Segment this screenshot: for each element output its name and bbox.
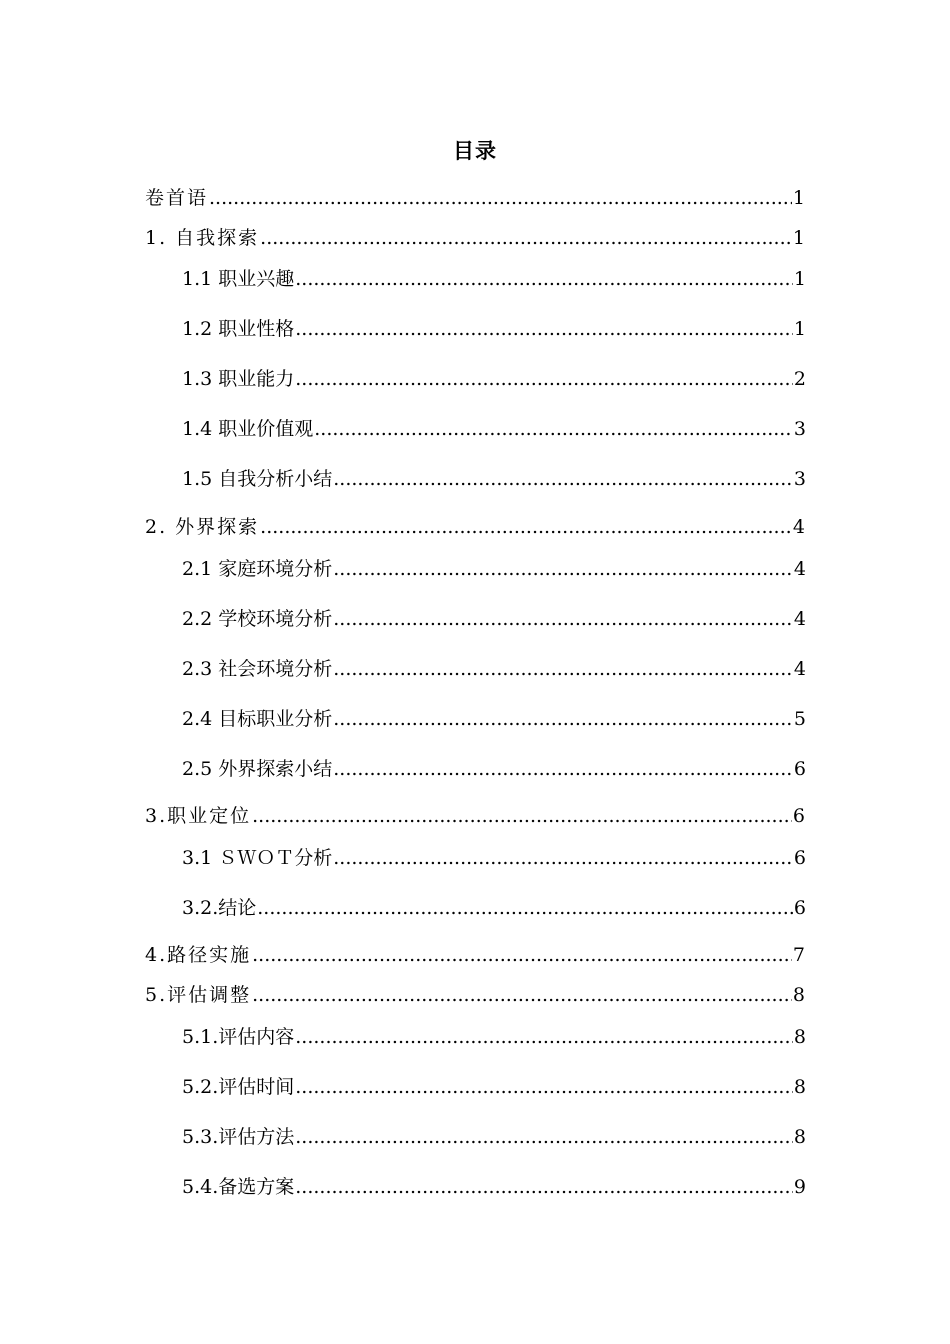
toc-entry-page: 6	[793, 758, 806, 780]
toc-entry-label: 4.路径实施	[145, 944, 252, 966]
dot-leader	[333, 706, 793, 732]
toc-entry-label: 2.5 外界探索小结	[182, 758, 333, 780]
dot-leader	[257, 895, 793, 921]
dot-leader	[295, 366, 793, 392]
dot-leader	[252, 982, 792, 1008]
toc-entry-label: 1.5 自我分析小结	[182, 468, 333, 490]
toc-entry[interactable]	[182, 266, 806, 292]
toc-entry[interactable]	[182, 316, 806, 342]
dot-leader	[260, 514, 792, 540]
dot-leader	[295, 316, 793, 342]
toc-entry[interactable]	[145, 185, 805, 211]
dot-leader	[333, 556, 793, 582]
toc-entry-label: 1.2 职业性格	[182, 318, 295, 340]
toc-entry-page: 1	[792, 187, 805, 209]
dot-leader	[333, 606, 793, 632]
toc-entry[interactable]	[182, 606, 806, 632]
toc-entry[interactable]	[182, 895, 806, 921]
toc-entry-page: 1	[792, 227, 805, 249]
toc-entry-label: 5.4.备选方案	[182, 1176, 295, 1198]
toc-entry-label: 5.1.评估内容	[182, 1026, 295, 1048]
toc-entry-page: 1	[793, 318, 806, 340]
toc-entry-page: 1	[793, 268, 806, 290]
toc-entry[interactable]	[182, 416, 806, 442]
dot-leader	[295, 266, 793, 292]
dot-leader	[295, 1174, 793, 1200]
dot-leader	[333, 466, 793, 492]
toc-entry-page: 6	[792, 805, 805, 827]
toc-entry[interactable]	[182, 1024, 806, 1050]
toc-entry-label: 1. 自我探索	[145, 227, 260, 249]
toc-entry[interactable]	[182, 706, 806, 732]
toc-entry-label: 2.2 学校环境分析	[182, 608, 333, 630]
dot-leader	[295, 1124, 793, 1150]
toc-entry-label: 1.1 职业兴趣	[182, 268, 295, 290]
toc-entry-label: 3.2.结论	[182, 897, 257, 919]
toc-entry-page: 9	[793, 1176, 806, 1198]
toc-entry-label: 5.2.评估时间	[182, 1076, 295, 1098]
dot-leader	[295, 1024, 793, 1050]
toc-entry[interactable]	[182, 1124, 806, 1150]
toc-entry-label: 3.1 ＳＷＯＴ分析	[182, 847, 333, 869]
toc-entry-page: 4	[793, 608, 806, 630]
toc-entry[interactable]	[145, 225, 805, 251]
toc-entry[interactable]	[145, 942, 805, 968]
dot-leader	[209, 185, 792, 211]
toc-entry-page: 7	[792, 944, 805, 966]
toc-entry-page: 4	[793, 658, 806, 680]
dot-leader	[252, 942, 792, 968]
dot-leader	[252, 803, 792, 829]
dot-leader	[314, 416, 793, 442]
toc-entry-label: 2. 外界探索	[145, 516, 260, 538]
toc-entry-page: 5	[793, 708, 806, 730]
toc-entry-label: 5.评估调整	[145, 984, 252, 1006]
dot-leader	[295, 1074, 793, 1100]
toc-entry-label: 2.1 家庭环境分析	[182, 558, 333, 580]
toc-entry[interactable]	[182, 1174, 806, 1200]
toc-entry[interactable]	[145, 803, 805, 829]
toc-entry-page: 4	[792, 516, 805, 538]
toc-entry-page: 8	[793, 1076, 806, 1098]
toc-entry-label: 3.职业定位	[145, 805, 252, 827]
toc-entry[interactable]	[145, 982, 805, 1008]
toc-entry-label: 5.3.评估方法	[182, 1126, 295, 1148]
toc-entry-page: 6	[793, 897, 806, 919]
toc-entry[interactable]	[182, 366, 806, 392]
toc-entry[interactable]	[182, 556, 806, 582]
toc-entry-page: 2	[793, 368, 806, 390]
toc-entry-label: 2.4 目标职业分析	[182, 708, 333, 730]
toc-entry-label: 卷首语	[145, 187, 209, 209]
toc-entry-page: 8	[793, 1126, 806, 1148]
toc-entry[interactable]	[145, 514, 805, 540]
toc-entry-label: 2.3 社会环境分析	[182, 658, 333, 680]
toc-entry-label: 1.4 职业价值观	[182, 418, 314, 440]
toc-title: 目录	[453, 138, 497, 163]
toc-entry-label: 1.3 职业能力	[182, 368, 295, 390]
toc-entry-page: 3	[793, 418, 806, 440]
toc-entry-page: 8	[793, 1026, 806, 1048]
dot-leader	[333, 756, 793, 782]
toc-entry[interactable]	[182, 466, 806, 492]
toc-entry-page: 4	[793, 558, 806, 580]
dot-leader	[333, 845, 793, 871]
toc-entry[interactable]	[182, 756, 806, 782]
toc-entry-page: 8	[792, 984, 805, 1006]
toc-entry[interactable]	[182, 656, 806, 682]
toc-entry-page: 6	[793, 847, 806, 869]
toc-entry[interactable]	[182, 845, 806, 871]
dot-leader	[333, 656, 793, 682]
toc-entry-page: 3	[793, 468, 806, 490]
dot-leader	[260, 225, 792, 251]
toc-entry[interactable]	[182, 1074, 806, 1100]
